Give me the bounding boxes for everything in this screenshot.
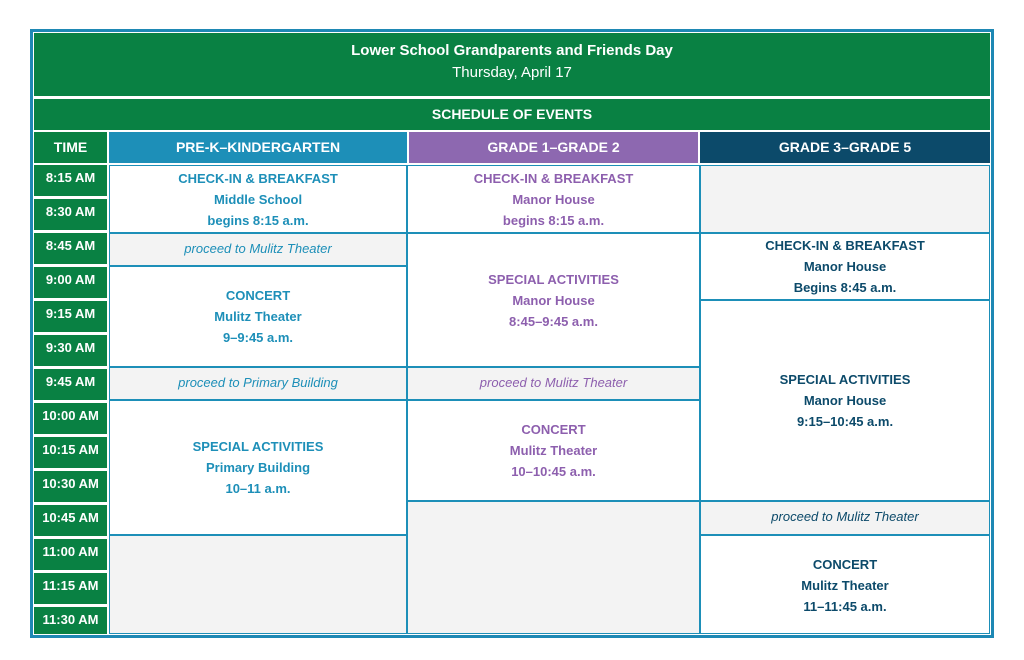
g12-activities-block — [407, 233, 700, 367]
pk-checkin-title: CHECK-IN & BREAKFAST — [178, 171, 338, 186]
g35-checkin-title: CHECK-IN & BREAKFAST — [765, 238, 925, 253]
pk-concert-place: Mulitz Theater — [214, 309, 302, 324]
g35-checkin-place: Manor House — [803, 259, 887, 274]
schedule-heading: SCHEDULE OF EVENTS — [34, 99, 990, 130]
pk-checkin-block — [109, 165, 407, 233]
time-slot: 10:45 AM — [34, 505, 107, 539]
g12-activities-title: SPECIAL ACTIVITIES — [488, 272, 619, 287]
time-slot: 8:30 AM — [34, 199, 107, 233]
pk-concert-title: CONCERT — [225, 288, 291, 303]
g12-concert-block — [407, 400, 700, 501]
g35-activities-title: SPECIAL ACTIVITIES — [779, 372, 911, 387]
event-date: Thursday, April 17 — [452, 64, 572, 81]
time-slot: 11:15 AM — [34, 573, 107, 607]
g12-checkin-block — [407, 165, 700, 233]
time-slot: 9:30 AM — [34, 335, 107, 369]
g12-concert-title: CONCERT — [521, 422, 586, 437]
pk-concert-block — [109, 266, 407, 367]
g12-proceed-theater: proceed to Mulitz Theater — [407, 367, 700, 400]
pk-proceed-primary: proceed to Primary Building — [109, 367, 407, 400]
time-slot: 10:30 AM — [34, 471, 107, 505]
time-slot: 11:30 AM — [42, 612, 99, 627]
time-slot: 10:00 AM — [34, 403, 107, 437]
g12-column-header: GRADE 1–GRADE 2 — [409, 132, 698, 163]
g35-activities-place: Manor House — [803, 393, 887, 408]
g12-activities-place: Manor House — [512, 293, 595, 308]
g35-proceed-theater: proceed to Mulitz Theater — [700, 501, 990, 535]
event-title: Lower School Grandparents and Friends Day — [351, 42, 673, 59]
g12-concert-time: 10–10:45 a.m. — [511, 464, 596, 479]
g35-checkin-time: Begins 8:45 a.m. — [793, 280, 897, 295]
pk-activities-title: SPECIAL ACTIVITIES — [192, 439, 324, 454]
time-slot: 8:45 AM — [34, 233, 107, 267]
pk-proceed-theater: proceed to Mulitz Theater — [109, 233, 407, 266]
pk-empty-cell — [109, 535, 407, 634]
g12-checkin-title: CHECK-IN & BREAKFAST — [473, 171, 634, 186]
g12-activities-time: 8:45–9:45 a.m. — [509, 314, 598, 329]
time-column-header: TIME — [34, 132, 107, 163]
time-slot: 10:15 AM — [34, 437, 107, 471]
g35-concert-block — [700, 535, 990, 634]
title-banner — [34, 33, 990, 96]
pk-checkin-time: begins 8:15 a.m. — [207, 213, 309, 228]
pk-checkin-place: Middle School — [213, 192, 303, 207]
pk-activities-block — [109, 400, 407, 535]
g35-column-header: GRADE 3–GRADE 5 — [700, 132, 990, 163]
time-slot: 11:00 AM — [34, 539, 107, 573]
g35-activities-block — [700, 300, 990, 501]
g12-checkin-time: begins 8:15 a.m. — [502, 213, 605, 228]
time-slot: 8:15 AM — [34, 165, 107, 199]
pk-concert-time: 9–9:45 a.m. — [222, 330, 294, 345]
time-column — [34, 165, 107, 634]
time-slot: 9:00 AM — [34, 267, 107, 301]
g35-empty-cell — [700, 165, 990, 233]
pk-activities-place: Primary Building — [205, 460, 311, 475]
pk-column-header: PRE-K–KINDERGARTEN — [109, 132, 407, 163]
g35-concert-place: Mulitz Theater — [801, 578, 889, 593]
g35-concert-title: CONCERT — [812, 557, 878, 572]
g12-empty-cell — [407, 501, 700, 634]
g12-concert-place: Mulitz Theater — [509, 443, 598, 458]
pk-activities-time: 10–11 a.m. — [225, 481, 291, 496]
g35-checkin-block — [700, 233, 990, 300]
g35-concert-time: 11–11:45 a.m. — [803, 599, 887, 614]
g35-activities-time: 9:15–10:45 a.m. — [796, 414, 894, 429]
g12-checkin-place: Manor House — [512, 192, 595, 207]
time-slot: 9:15 AM — [34, 301, 107, 335]
time-slot: 9:45 AM — [34, 369, 107, 403]
